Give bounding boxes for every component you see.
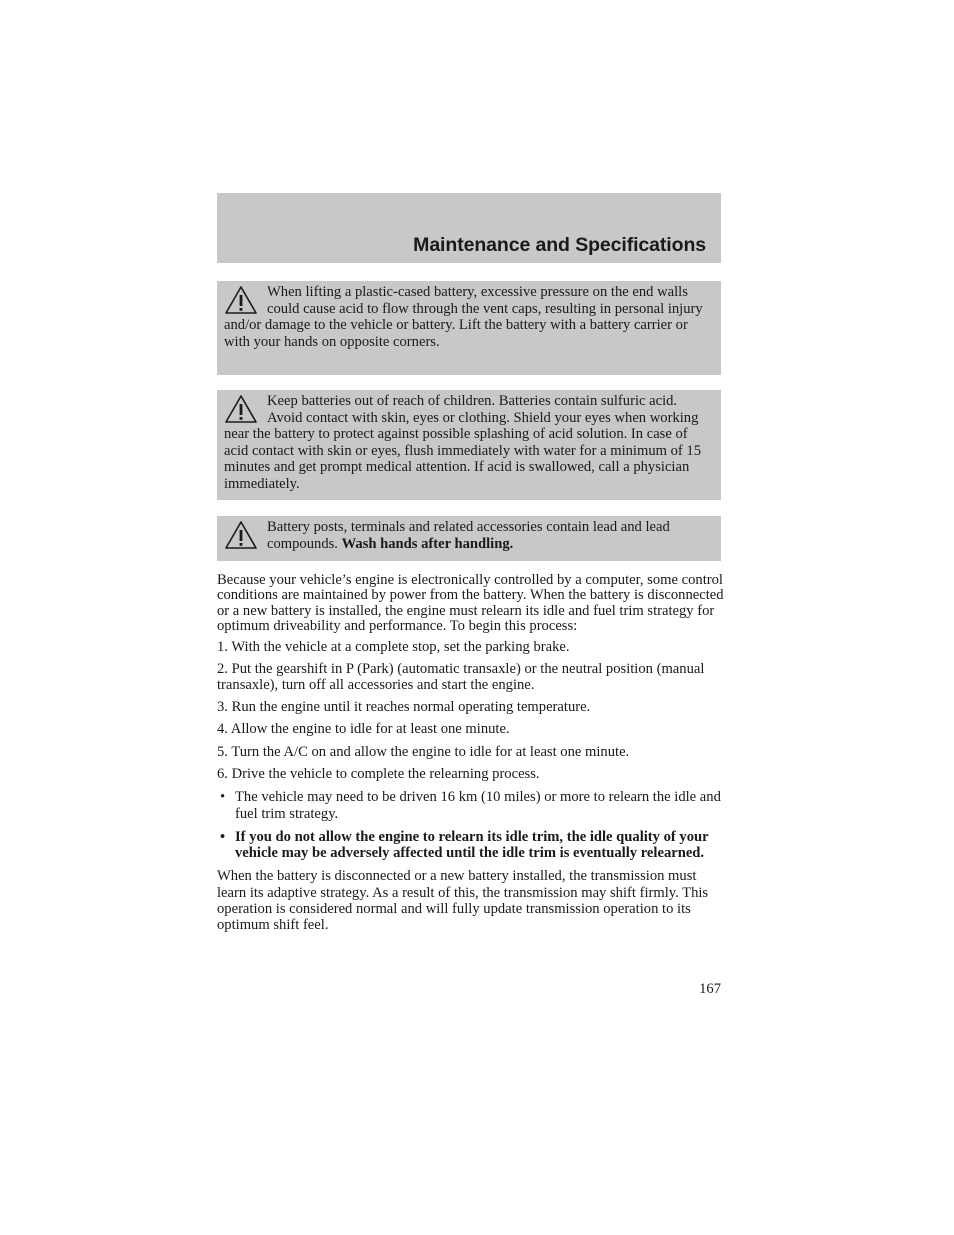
bullet-symbol: • bbox=[220, 789, 226, 806]
warning-triangle-icon bbox=[224, 285, 258, 315]
step-1: 1. With the vehicle at a complete stop, set the parking brake. bbox=[217, 639, 570, 656]
warning-text: When lifting a plastic-cased battery, excessive pressure on the end walls could cause acid to flow through the vent caps, resulting in personal injury and/or damage to the vehicle or battery. Lift the battery with a battery carrier or with your hands on opposite corners. bbox=[224, 284, 703, 350]
page-number: 167 bbox=[699, 981, 721, 997]
intro-paragraph: Because your vehicle’s engine is electronically controlled by a computer, some control conditions are maintained by power from the battery. When the battery is disconnected or a new battery is installed, the engine must relearn its idle and fuel trim strategy for optimum driveability and performance. To begin this process: bbox=[217, 572, 724, 634]
warning-text: Keep batteries out of reach of children. Batteries contain sulfuric acid. Avoid contact with skin, eyes or clothing. Shield your eyes when working near the battery to protect against possible splashing of acid solution. In case of acid contact with skin or eyes, flush immediately with water for a minimum of 15 minutes and get prompt medical attention. If acid is swallowed, call a physician immediately. bbox=[224, 393, 702, 492]
step-6: 6. Drive the vehicle to complete the relearning process. bbox=[217, 765, 540, 782]
step-4: 4. Allow the engine to idle for at least one minute. bbox=[217, 721, 510, 738]
warning-triangle-icon bbox=[224, 394, 258, 424]
warning-box-lead bbox=[217, 516, 721, 561]
body-text bbox=[217, 573, 727, 934]
bullet-symbol: • bbox=[220, 828, 226, 845]
warning-box-children bbox=[217, 390, 721, 500]
step-2: 2. Put the gearshift in P (Park) (automatic transaxle) or the neutral position (manual transaxle), turn off all accessories and start the engine. bbox=[217, 661, 705, 693]
closing-paragraph: When the battery is disconnected or a new battery installed, the transmission must learn its adaptive strategy. As a result of this, the transmission may shift firmly. This operation is considered normal and will fully update transmission operation to its optimum shift feel. bbox=[217, 868, 709, 934]
step-3: 3. Run the engine until it reaches normal operating temperature. bbox=[217, 699, 591, 716]
step-5: 5. Turn the A/C on and allow the engine to idle for at least one minute. bbox=[217, 743, 630, 760]
warning-box-lifting bbox=[217, 281, 721, 375]
bullet-item-bold bbox=[217, 829, 727, 862]
warning-triangle-icon bbox=[224, 520, 258, 550]
page-title: Maintenance and Specifications bbox=[413, 234, 706, 256]
warning-bold-text: Wash hands after handling. bbox=[341, 535, 514, 552]
section-header bbox=[217, 193, 721, 263]
warning-text: Battery posts, terminals and related accessories contain lead and lead compounds. bbox=[267, 519, 670, 552]
bullet-text: If you do not allow the engine to relearn its idle trim, the idle quality of your vehicle may be adversely affected until the idle trim is eventually relearned. bbox=[235, 828, 709, 862]
bullet-item bbox=[217, 789, 727, 822]
bullet-text: The vehicle may need to be driven 16 km (10 miles) or more to relearn the idle and fuel trim strategy. bbox=[235, 789, 721, 822]
